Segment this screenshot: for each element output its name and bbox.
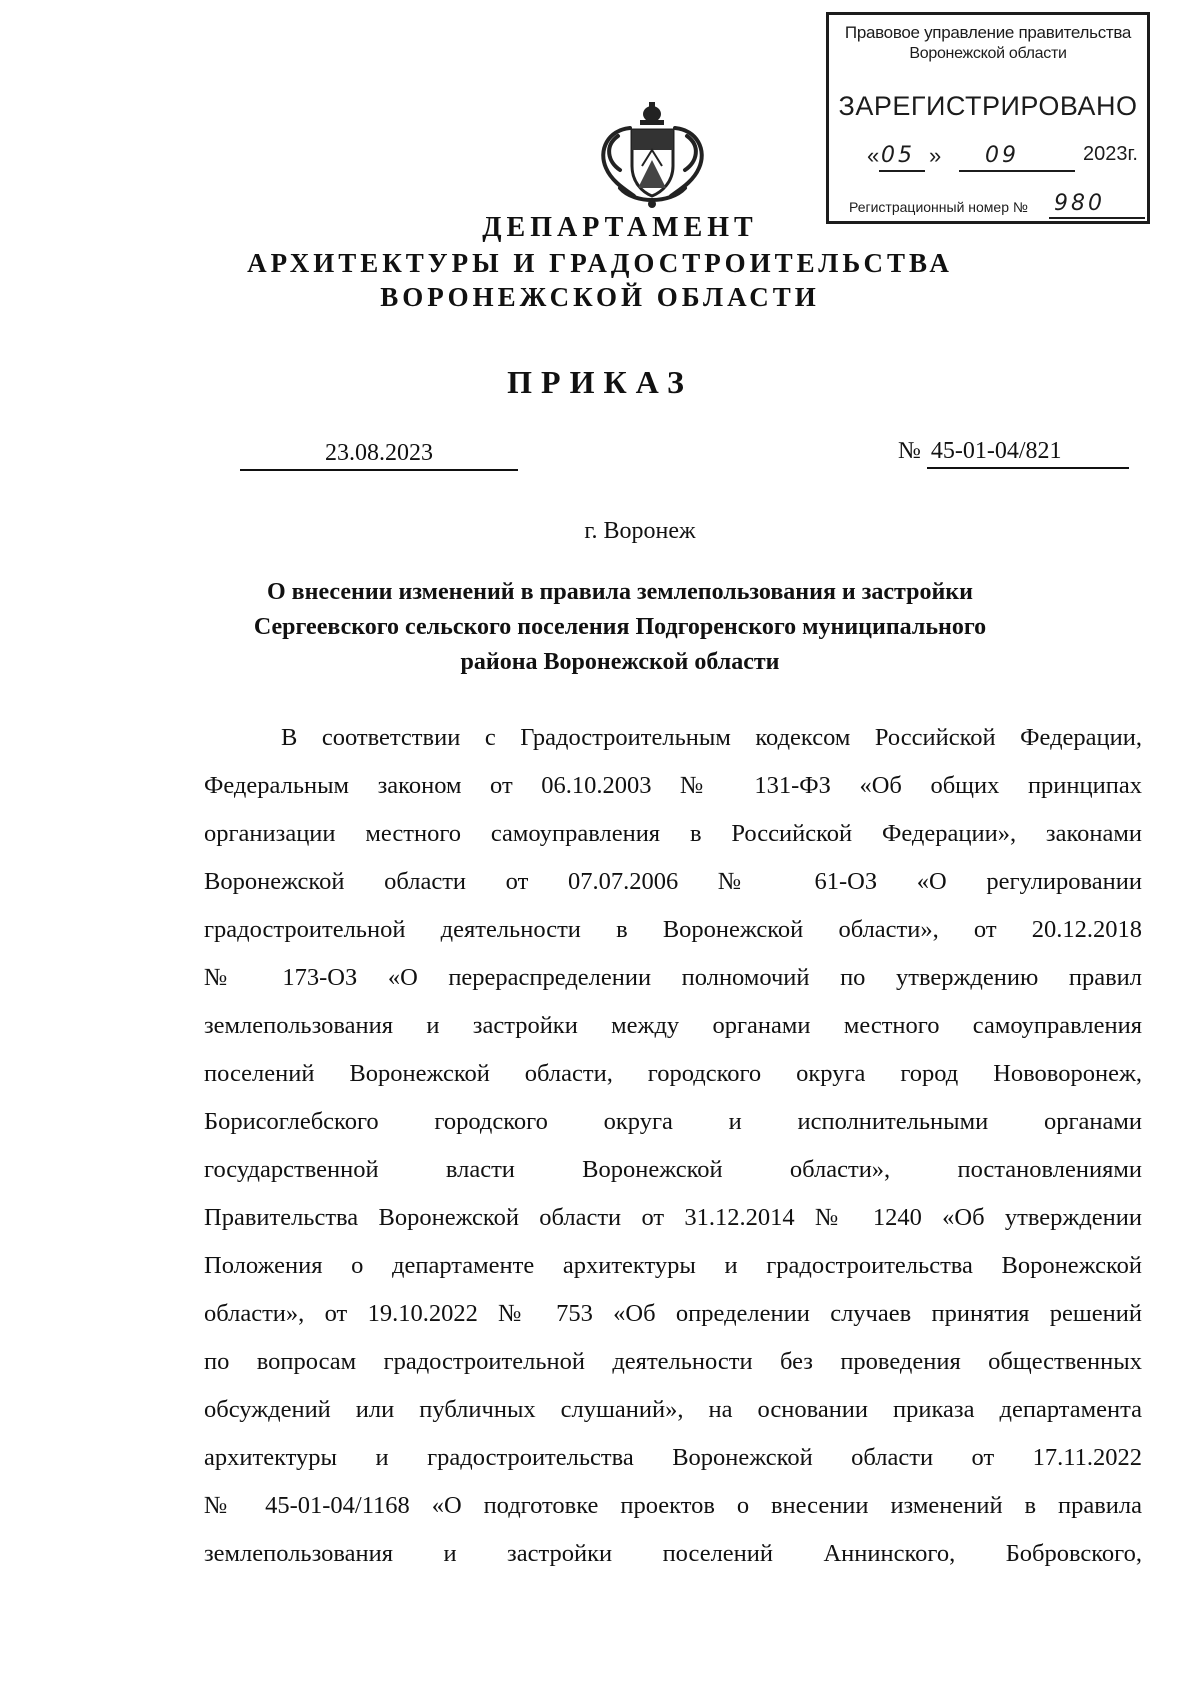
body-line: землепользования и застройки между органами местного самоуправления	[204, 1012, 1142, 1039]
body-line: Воронежской области от 07.07.2006 № 61-ОЗ «О регулировании	[204, 868, 1142, 895]
body-line: обсуждений или публичных слушаний», на основании приказа департамента	[204, 1396, 1142, 1423]
department-title-line-2: АРХИТЕКТУРЫ И ГРАДОСТРОИТЕЛЬСТВА	[247, 248, 953, 278]
stamp-day-underline	[879, 170, 925, 172]
stamp-date-row	[867, 143, 1137, 173]
body-line: Борисоглебского городского округа и исполнительными органами	[204, 1108, 1142, 1135]
subject-line: района Воронежской области	[460, 649, 780, 675]
department-title-line-1: ДЕПАРТАМЕНТ	[482, 212, 758, 243]
department-title-line-3: ВОРОНЕЖСКОЙ ОБЛАСТИ	[380, 282, 820, 312]
body-paragraph	[204, 714, 1142, 1578]
stamp-day: 05	[881, 143, 915, 168]
body-line: градостроительной деятельности в Воронежской области», от 20.12.2018	[204, 916, 1142, 943]
city-line: г. Воронеж	[584, 518, 696, 544]
stamp-region-line: Воронежской области	[909, 45, 1067, 62]
body-line: государственной власти Воронежской области», постановлениями	[204, 1156, 1142, 1183]
body-line: по вопросам градостроительной деятельности без проведения общественных	[204, 1348, 1142, 1375]
order-title: ПРИКАЗ	[507, 364, 693, 400]
order-date: 23.08.2023	[240, 440, 518, 471]
body-line: Федеральным законом от 06.10.2003 № 131-ФЗ «Об общих принципах	[204, 772, 1142, 799]
stamp-close-quote: »	[929, 143, 942, 168]
subject-line: О внесении изменений в правила землепользования и застройки	[267, 579, 973, 605]
body-line: организации местного самоуправления в Российской Федерации», законами	[204, 820, 1142, 847]
order-number-block	[898, 438, 1129, 469]
body-line: Правительства Воронежской области от 31.12.2014 № 1240 «Об утверждении	[204, 1204, 1142, 1231]
body-line: Положения о департаменте архитектуры и градостроительства Воронежской	[204, 1252, 1142, 1279]
stamp-open-quote: «	[867, 143, 880, 168]
body-line: поселений Воронежской области, городского округа город Нововоронеж,	[204, 1060, 1142, 1087]
body-line: области», от 19.10.2022 № 753 «Об определении случаев принятия решений	[204, 1300, 1142, 1327]
body-line: землепользования и застройки поселений Аннинского, Бобровского,	[204, 1540, 1142, 1567]
stamp-number-label: Регистрационный номер №	[849, 199, 1028, 215]
voronezh-coat-of-arms-icon	[590, 100, 715, 212]
body-line: № 173-ОЗ «О перераспределении полномочий по утверждению правил	[204, 964, 1142, 991]
stamp-year: 2023г.	[1083, 143, 1138, 165]
stamp-month: 09	[985, 143, 1019, 168]
stamp-number-value: 980	[1054, 191, 1105, 216]
order-number: 45-01-04/821	[927, 438, 1129, 469]
stamp-month-underline	[959, 170, 1075, 172]
body-line: № 45-01-04/1168 «О подготовке проектов о внесении изменений в правила	[204, 1492, 1142, 1519]
body-line: В соответствии с Градостроительным кодексом Российской Федерации,	[281, 724, 1142, 751]
body-line: архитектуры и градостроительства Воронежской области от 17.11.2022	[204, 1444, 1142, 1471]
subject-line: Сергеевского сельского поселения Подгоренского муниципального	[253, 614, 987, 640]
number-sign: №	[898, 438, 921, 464]
stamp-authority-line: Правовое управление правительства	[844, 23, 1132, 42]
stamp-registered-label: ЗАРЕГИСТРИРОВАНО	[838, 91, 1138, 121]
order-subject	[180, 575, 1060, 680]
registration-stamp	[826, 12, 1150, 224]
